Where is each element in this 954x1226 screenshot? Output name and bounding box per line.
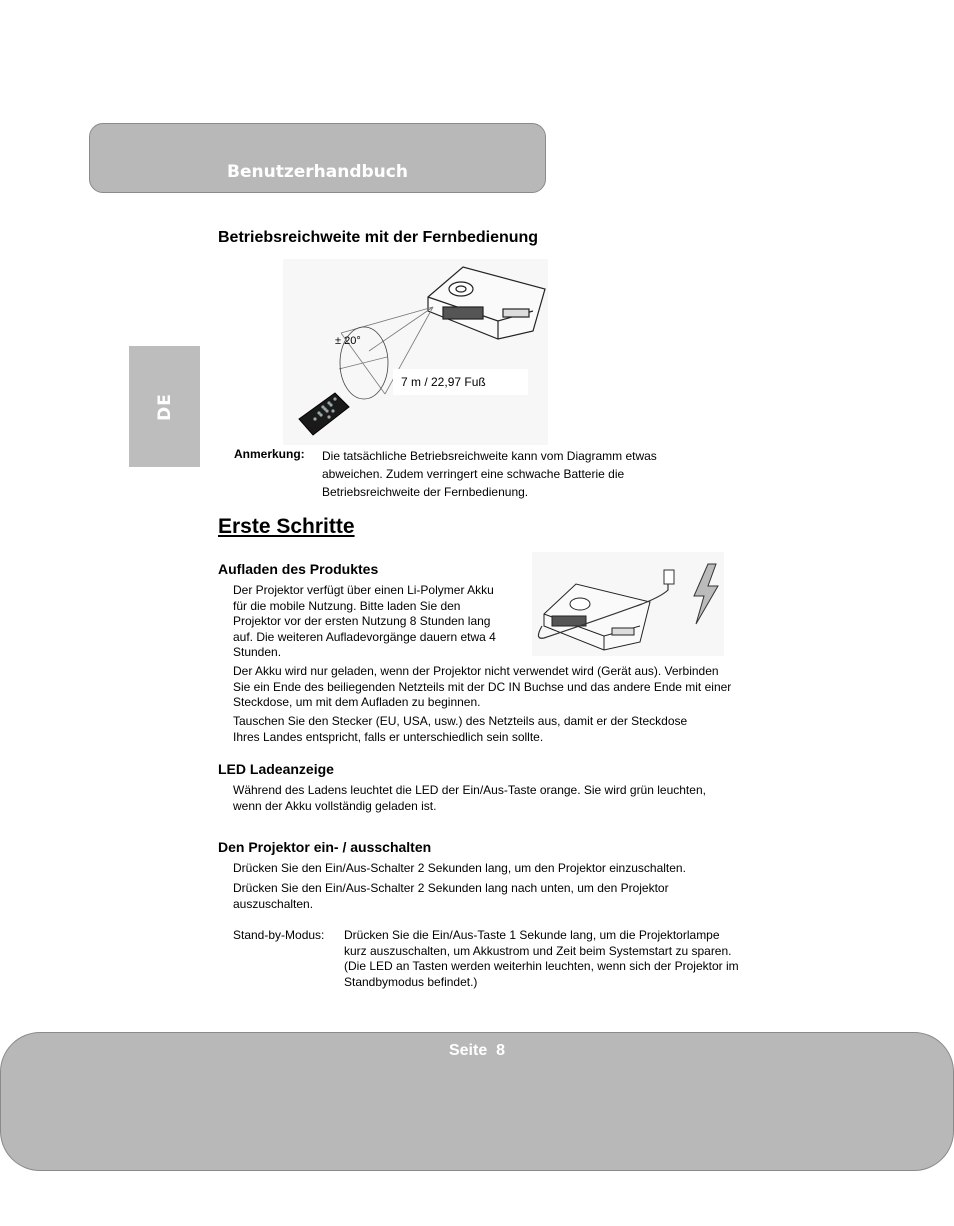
note-text: Die tatsächliche Betriebsreichweite kann vom Diagramm etwas abweichen. Zudem verringert eine schwache Batterie die Betriebsreichweite der Fernbedienung. — [322, 449, 657, 499]
charging-paragraph-1: Der Projektor verfügt über einen Li-Polymer Akku für die mobile Nutzung. Bitte laden Sie den Projektor vor der ersten Nutzung 8 Stunden lang auf. Die weiteren Aufladevorgänge dauern etwa 4 Stunden. — [233, 583, 496, 659]
power-heading: Den Projektor ein- / ausschalten — [218, 839, 432, 855]
remote-range-heading: Betriebsreichweite mit der Fernbedienung — [218, 229, 539, 246]
charging-figure — [532, 552, 724, 656]
charging-paragraph-2: Der Akku wird nur geladen, wenn der Projektor nicht verwendet wird (Gerät aus). Verbinden Sie ein Ende des beiliegenden Netzteils mit der DC IN Buchse und das andere Ende mit einer Steckdose, um mit dem Aufladen zu beginnen. — [233, 664, 732, 709]
standby-label: Stand-by-Modus: — [233, 928, 325, 942]
led-paragraph: Während des Ladens leuchtet die LED der Ein/Aus-Taste orange. Sie wird grün leuchten, wenn der Akku vollständig geladen ist. — [233, 783, 706, 813]
footer-banner — [0, 1032, 954, 1171]
charging-heading: Aufladen des Produktes — [218, 561, 379, 577]
header-title: Benutzerhandbuch — [227, 162, 408, 182]
language-label: DE — [154, 392, 175, 421]
power-paragraph-2: Drücken Sie den Ein/Aus-Schalter 2 Sekunden lang nach unten, um den Projektor auszuschalten. — [233, 881, 669, 911]
header-banner — [89, 123, 546, 193]
page-number: Seite 8 — [448, 1042, 506, 1059]
getting-started-heading: Erste Schritte — [218, 515, 355, 538]
language-tab — [129, 346, 200, 467]
remote-range-figure — [283, 259, 548, 445]
angle-label: ± 20° — [335, 335, 361, 347]
distance-label: 7 m / 22,97 Fuß — [401, 375, 486, 389]
power-adapter — [664, 570, 674, 584]
note-label: Anmerkung: — [234, 447, 305, 461]
charging-paragraph-3: Tauschen Sie den Stecker (EU, USA, usw.) des Netzteils aus, damit er der Steckdose Ihres Landes entspricht, falls er unterschiedlich sein sollte. — [233, 714, 688, 744]
power-paragraph-1: Drücken Sie den Ein/Aus-Schalter 2 Sekunden lang, um den Projektor einzuschalten. — [233, 861, 686, 875]
led-heading: LED Ladeanzeige — [218, 761, 334, 777]
standby-text: Drücken Sie die Ein/Aus-Taste 1 Sekunde lang, um die Projektorlampe kurz auszuschalten, um Akkustrom und Zeit beim Systemstart zu sparen. (Die LED an Tasten werden weiterhin leuchten, wenn sich der Projektor im Standbymodus befindet.) — [344, 928, 739, 989]
